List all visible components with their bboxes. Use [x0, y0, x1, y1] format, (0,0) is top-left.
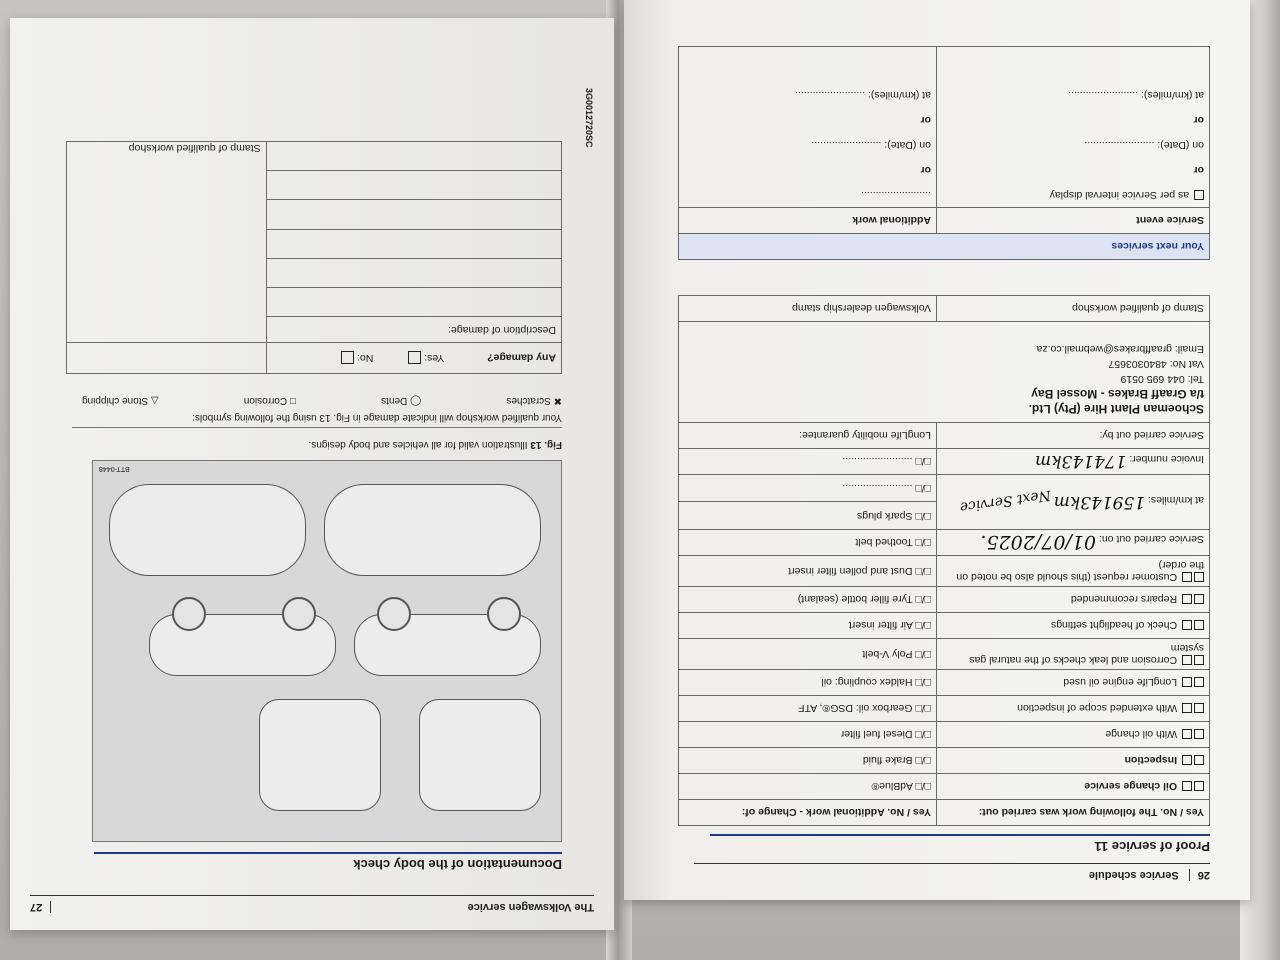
damage-blank-cell — [67, 343, 267, 374]
description-line[interactable] — [266, 171, 561, 200]
work-row[interactable]: Check of headlight settings — [937, 613, 1210, 639]
additional-row[interactable]: □/□ Haldex coupling: oil — [679, 670, 937, 696]
additional-row-blank[interactable]: □/□ ........................ — [679, 475, 937, 503]
damage-table — [66, 141, 562, 374]
additional-row[interactable]: □/□ Poly V-belt — [679, 639, 937, 670]
additional-row[interactable]: □/□ Toothed belt — [679, 530, 937, 556]
car-top-view — [324, 484, 541, 576]
proof-of-service-title: Proof of service 11 — [1094, 839, 1210, 854]
car-rear-view — [259, 699, 381, 811]
left-stamp-label: Stamp of qualified workshop — [128, 142, 261, 154]
car-side-left-wheel-rear — [377, 597, 411, 631]
handwritten-km: 159143km — [1053, 492, 1146, 512]
car-side-left-wheel-front — [487, 597, 521, 631]
car-side-right-wheel-front — [282, 597, 316, 631]
description-line[interactable] — [266, 258, 561, 287]
symbol-dents: ◯ Dents — [381, 395, 422, 406]
work-row[interactable]: Corrosion and leak checks of the natural gas system — [937, 639, 1210, 670]
right-page — [624, 0, 1250, 900]
car-front-view — [419, 699, 541, 811]
service-event-cell[interactable]: as per Service interval display or on (Date): ........................ or at (km/miles): ........................ — [937, 47, 1210, 208]
description-line[interactable] — [266, 229, 561, 258]
service-work-table — [678, 295, 1210, 826]
right-page-header-title: Service schedule — [1088, 869, 1179, 881]
description-line[interactable] — [266, 288, 561, 317]
car-underside-view — [109, 484, 306, 576]
work-row[interactable]: Inspection — [937, 748, 1210, 774]
right-page-header — [694, 863, 1210, 886]
description-label-cell — [266, 317, 561, 343]
no-label: No: — [356, 352, 374, 365]
side-code: 3G0012720SC — [584, 88, 594, 148]
workshop-stamp-area — [679, 322, 1210, 423]
stamp-left-label-cell: Stamp of qualified workshop — [937, 296, 1210, 322]
work-row[interactable]: With extended scope of inspection — [937, 696, 1210, 722]
handwritten-date: 01/07/2025. — [980, 531, 1097, 554]
symbol-scratches: ✖ Scratches — [506, 395, 562, 406]
description-line[interactable] — [266, 200, 561, 229]
additional-work-header: Yes / No. Additional work - Change of: — [679, 800, 937, 826]
yes-checkbox[interactable] — [408, 352, 421, 365]
handwritten-next-service: Next Service — [958, 486, 1052, 516]
handwritten-next-km: 174143km — [1035, 451, 1127, 472]
additional-row[interactable]: □/□ Spark plugs — [679, 502, 937, 530]
symbols-intro: Your qualified workshop will indicate damage in Fig. 13 using the following symbols: — [72, 412, 562, 428]
work-row[interactable]: LongLife engine oil used — [937, 670, 1210, 696]
work-row[interactable]: Oil change service — [937, 774, 1210, 800]
carried-out-by-row: Service carried out by: — [937, 423, 1210, 449]
yes-label: Yes: — [424, 352, 445, 365]
figure-label: Fig. 13 — [530, 439, 562, 450]
additional-row[interactable]: □/□ Gearbox oil: DSG®, ATF — [679, 696, 937, 722]
description-of-damage-label: Description of damage: — [448, 323, 556, 336]
left-page-header-title: The Volkswagen service — [467, 901, 594, 913]
work-row[interactable]: With oil change — [937, 722, 1210, 748]
right-page-number: 26 — [1189, 869, 1210, 881]
mobility-guarantee-row: LongLife mobility guarantee: — [679, 423, 937, 449]
additional-row[interactable]: □/□ Tyre filler bottle (sealant) — [679, 587, 937, 613]
additional-row[interactable]: □/□ Air filter insert — [679, 613, 937, 639]
additional-row-blank[interactable]: □/□ ........................ — [679, 449, 937, 475]
additional-row[interactable]: □/□ Brake fluid — [679, 748, 937, 774]
service-date-row[interactable]: Service carried out on: 01/07/2025. — [937, 530, 1210, 556]
additional-work-label: Additional work — [679, 208, 937, 234]
next-services-title: Your next services — [679, 234, 1210, 260]
figure-caption-row — [309, 439, 562, 450]
fig-13-illustration — [92, 460, 562, 842]
damage-symbols-legend — [82, 395, 562, 406]
left-stamp-cell — [67, 142, 267, 343]
work-row[interactable]: Customer request (this should also be noted on the order) — [937, 556, 1210, 587]
symbol-corrosion: □ Corrosion — [243, 395, 296, 406]
service-event-label: Service event — [937, 208, 1210, 234]
stamp-right-label-cell: Volkswagen dealership stamp — [679, 296, 937, 322]
any-damage-label: Any damage? — [487, 352, 556, 365]
figure-code: BTT-0448 — [99, 465, 130, 472]
additional-row[interactable]: □/□ Dust and pollen filter insert — [679, 556, 937, 587]
invoice-row[interactable]: Invoice number: 174143km — [937, 449, 1210, 475]
symbol-stone-chipping: △ Stone chipping — [82, 395, 159, 406]
body-check-title-rule — [94, 852, 562, 854]
additional-row[interactable]: □/□ Diesel fuel filter — [679, 722, 937, 748]
left-page — [10, 18, 614, 930]
km-row[interactable]: at km/miles: 159143km Next Service — [937, 475, 1210, 530]
work-carried-out-header: Yes / No. The following work was carried out: — [937, 800, 1210, 826]
body-check-title: Documentation of the body check — [353, 857, 562, 872]
any-damage-cell — [266, 343, 561, 374]
description-line[interactable] — [266, 142, 561, 171]
no-checkbox[interactable] — [341, 352, 354, 365]
additional-work-cell[interactable]: ........................ or on (Date): ........................ or at (km/miles): ........................ — [679, 47, 937, 208]
additional-row[interactable]: □/□ AdBlue® — [679, 774, 937, 800]
figure-caption: Illustration valid for all vehicles and body designs. — [308, 439, 528, 450]
left-page-number: 27 — [30, 901, 51, 913]
left-page-header — [30, 895, 594, 918]
workshop-stamp: Schoeman Plant Hire (Pty) Ltd. t/a Graaff Brakes - Mossel Bay Tel: 044 695 0519 Vat No: 4840303657 Email: graaffbrakes@webmail.co.za — [1028, 343, 1204, 416]
car-side-right-wheel-rear — [172, 597, 206, 631]
next-services-table — [678, 46, 1210, 260]
work-row[interactable]: Repairs recommended — [937, 587, 1210, 613]
proof-title-rule — [710, 834, 1210, 836]
